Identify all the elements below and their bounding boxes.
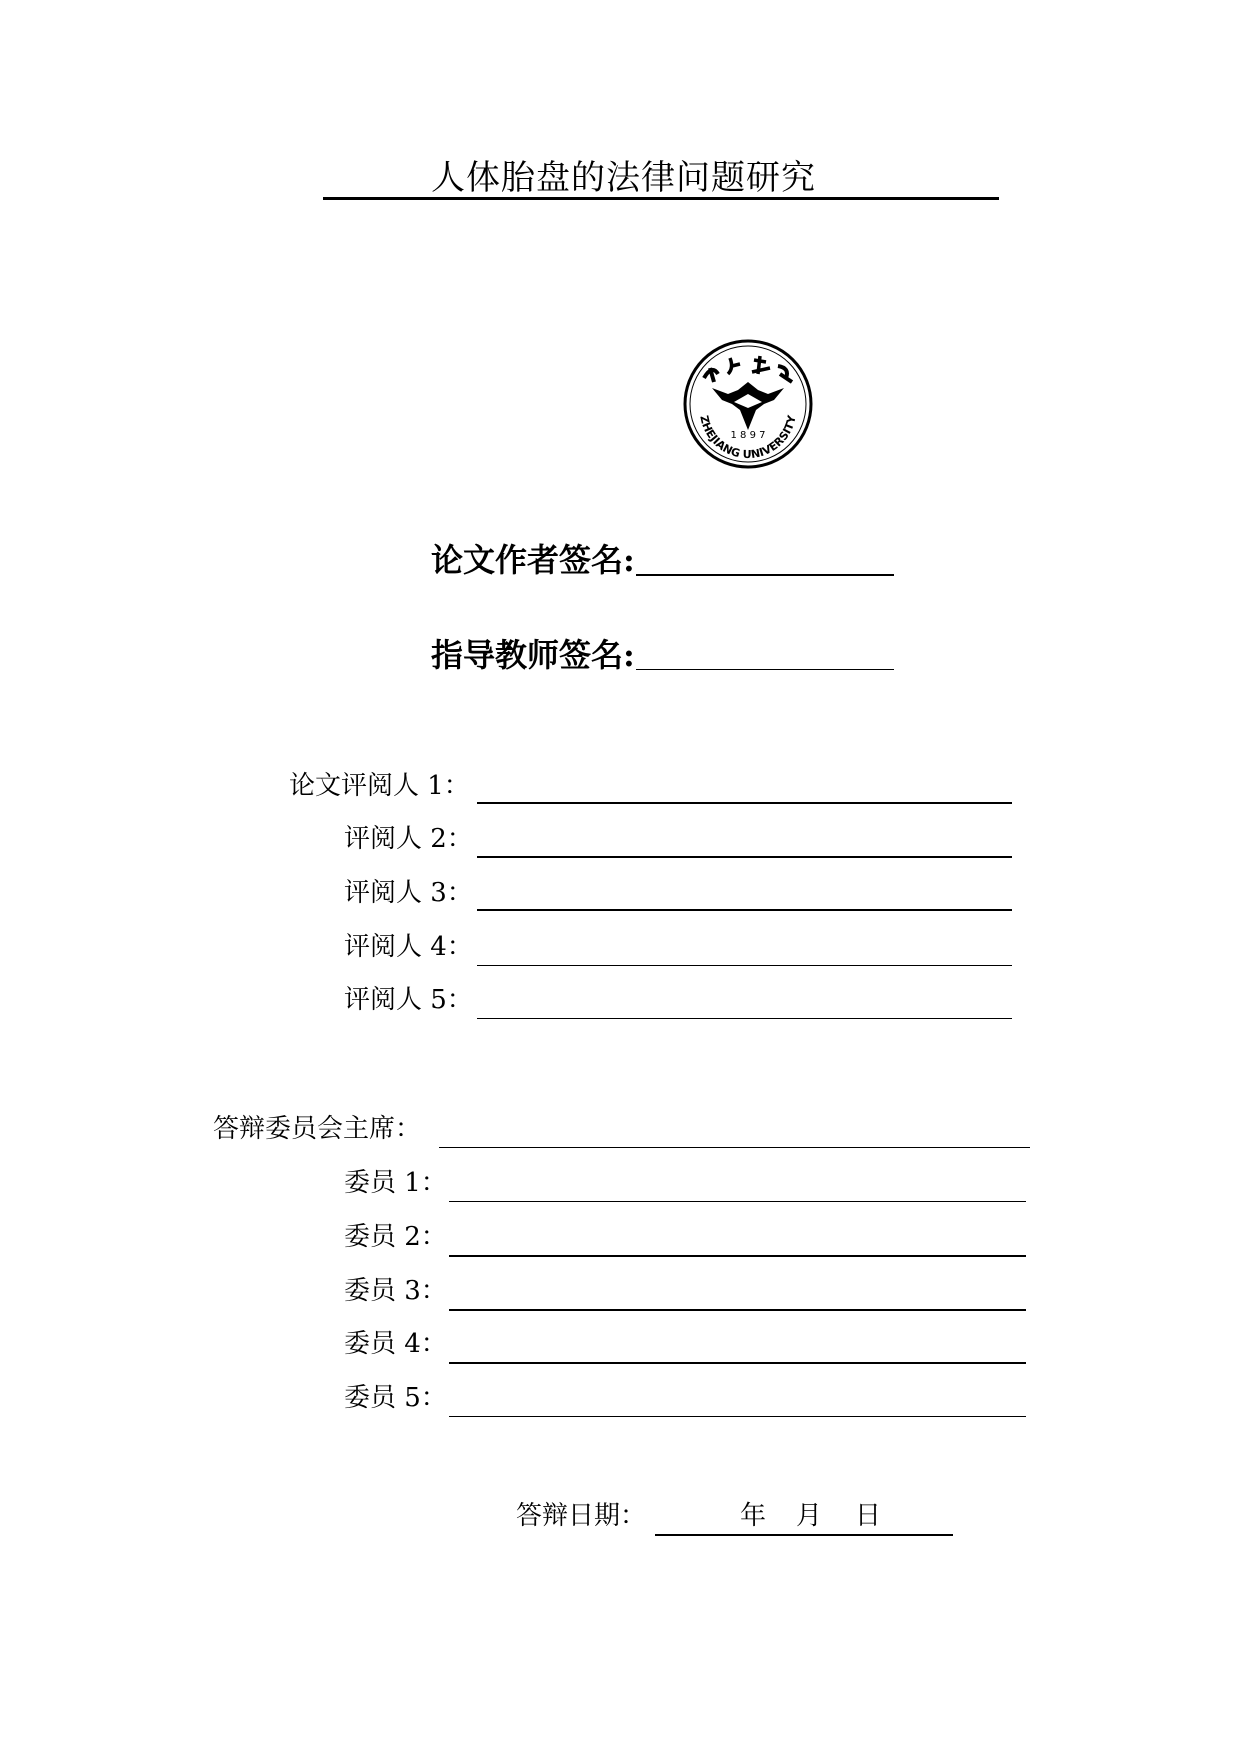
svg-text:ZHEJIANG UNIVERSITY: ZHEJIANG UNIVERSITY [697,414,799,462]
committee-member-4-label: 委员 4： [344,1329,447,1359]
committee-member-1-label: 委员 1： [344,1168,447,1198]
committee-member-2-label: 委员 2： [344,1222,447,1252]
seal-graphic [682,338,814,470]
svg-text:1 8 9 7: 1 8 9 7 [730,430,766,441]
committee-member-1-line[interactable] [449,1201,1026,1202]
reviewer-2-line[interactable] [477,856,1012,858]
defense-date-label: 答辩日期： [516,1501,647,1531]
defense-date-year-unit: 年 [740,1501,767,1531]
defense-date-month-unit: 月 [796,1501,823,1531]
author-signature-label: 论文作者签名: [431,541,635,579]
reviewer-1-line[interactable] [477,802,1012,804]
university-seal-logo [682,338,814,470]
reviewer-1-label: 论文评阅人 1： [289,771,470,801]
reviewer-5-line[interactable] [477,1018,1012,1019]
committee-member-4-line[interactable] [449,1362,1026,1364]
committee-member-3-label: 委员 3： [344,1276,447,1306]
reviewer-3-line[interactable] [477,909,1012,911]
committee-member-5-label: 委员 5： [344,1383,447,1413]
author-signature-line[interactable] [636,574,894,576]
thesis-title: 人体胎盘的法律问题研究 [431,158,816,198]
reviewer-4-label: 评阅人 4： [344,932,473,962]
committee-member-2-line[interactable] [449,1255,1026,1257]
committee-chair-line[interactable] [439,1147,1030,1148]
committee-chair-label: 答辩委员会主席： [213,1114,422,1144]
advisor-signature-line[interactable] [636,669,894,670]
reviewer-3-label: 评阅人 3： [344,878,473,908]
reviewer-4-line[interactable] [477,965,1012,966]
defense-date-day-unit: 日 [855,1501,882,1531]
committee-member-5-line[interactable] [449,1416,1026,1417]
reviewer-5-label: 评阅人 5： [344,985,473,1015]
title-underline [323,197,999,200]
reviewer-2-label: 评阅人 2： [344,824,473,854]
committee-member-3-line[interactable] [449,1309,1026,1311]
defense-date-line[interactable] [655,1534,953,1536]
advisor-signature-label: 指导教师签名: [431,636,635,674]
